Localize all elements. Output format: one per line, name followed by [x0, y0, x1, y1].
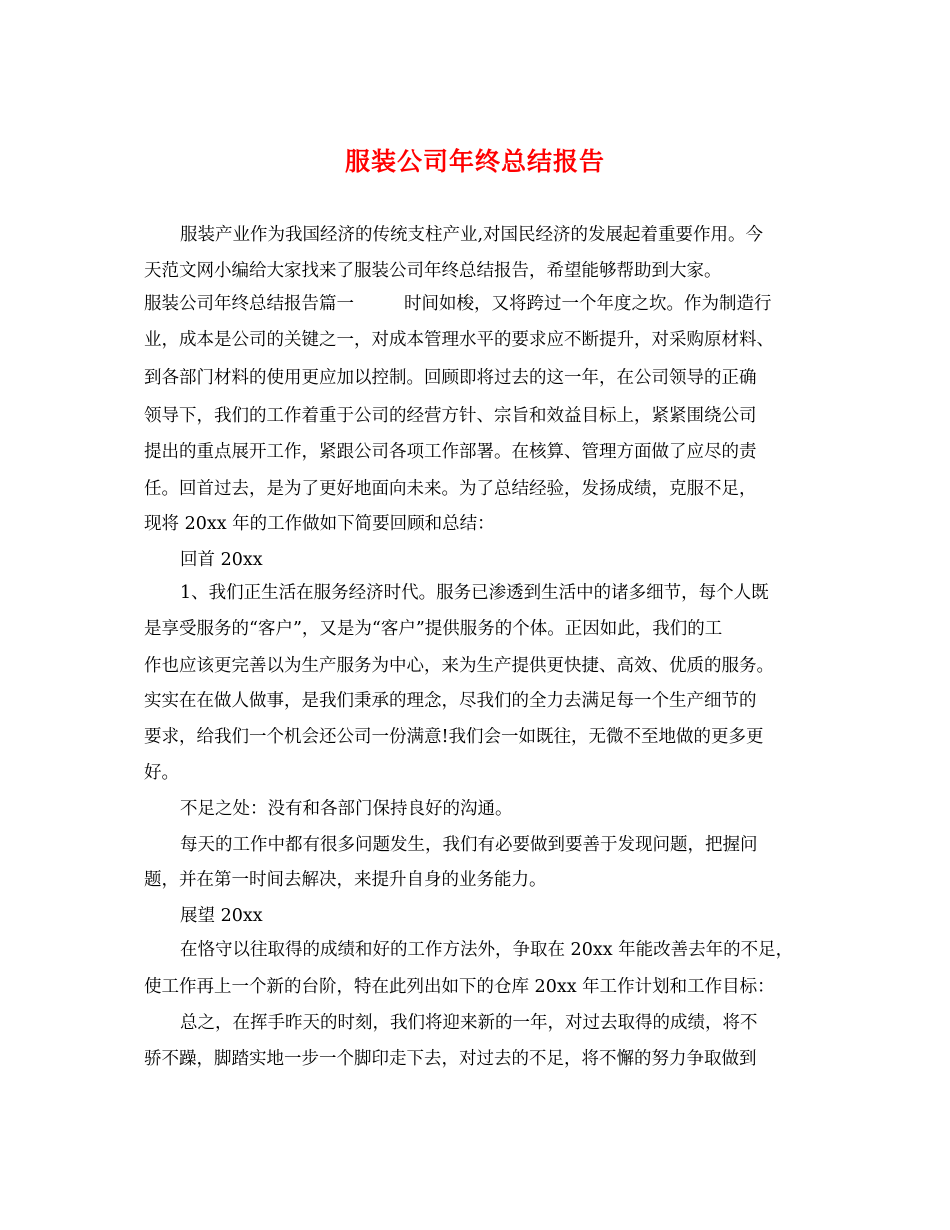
paragraph-line: 到各部门材料的使用更应加以控制。回顾即将过去的这一年，在公司领导的正确 — [144, 368, 757, 388]
paragraph-line: 服装产业作为我国经济的传统支柱产业,对国民经济的发展起着重要作用。今 — [180, 225, 764, 245]
paragraph-line: 实实在在做人做事，是我们秉承的理念，尽我们的全力去满足每一个生产细节的 — [144, 691, 757, 711]
paragraph-line: 总之，在挥手昨天的时刻，我们将迎来新的一年，对过去取得的成绩，将不 — [180, 1013, 758, 1033]
paragraph-line: 1、我们正生活在服务经济时代。服务已渗透到生活中的诸多细节，每个人既 — [180, 583, 769, 603]
paragraph-line: 作也应该更完善以为生产服务为中心，来为生产提供更快捷、高效、优质的服务。 — [144, 656, 774, 676]
paragraph-line: 现将 20xx 年的工作做如下简要回顾和总结： — [144, 514, 495, 534]
paragraph-line: 是享受服务的“客户”，又是为“客户”提供服务的个体。正因如此，我们的工 — [144, 619, 723, 639]
paragraph-line: 提出的重点展开工作，紧跟公司各项工作部署。在核算、管理方面做了应尽的责 — [144, 442, 757, 462]
paragraph-line: 天范文网小编给大家找来了服装公司年终总结报告，希望能够帮助到大家。 — [144, 261, 722, 281]
paragraph-line: 使工作再上一个新的台阶，特在此列出如下的仓库 20xx 年工作计划和工作目标： — [144, 977, 775, 997]
subheading-line: 展望 20xx — [180, 906, 263, 926]
paragraph-line: 在恪守以往取得的成绩和好的工作方法外，争取在 20xx 年能改善去年的不足， — [180, 940, 794, 960]
paragraph-line: 不足之处：没有和各部门保持良好的沟通。 — [180, 799, 513, 819]
paragraph-line: 题，并在第一时间去解决，来提升自身的业务能力。 — [144, 870, 547, 890]
paragraph-line: 领导下，我们的工作着重于公司的经营方针、宗旨和效益目标上，紧紧围绕公司 — [144, 406, 757, 426]
paragraph-line: 要求，给我们一个机会还公司一份满意!我们会一如既往，无微不至地做的更多更 — [144, 727, 764, 747]
document-title: 服装公司年终总结报告 — [344, 147, 605, 176]
section-heading-line — [144, 289, 772, 319]
paragraph-text: 时间如梭，又将跨过一个年度之坎。作为制造行 — [404, 294, 772, 314]
paragraph-line: 业，成本是公司的关键之一，对成本管理水平的要求应不断提升，对采购原材料、 — [144, 330, 774, 350]
subheading-line: 回首 20xx — [180, 550, 263, 570]
paragraph-line: 骄不躁，脚踏实地一步一个脚印走下去，对过去的不足，将不懈的努力争取做到 — [144, 1049, 757, 1069]
paragraph-line: 任。回首过去，是为了更好地面向未来。为了总结经验，发扬成绩，克服不足， — [144, 479, 757, 499]
paragraph-line: 好。 — [144, 763, 179, 783]
paragraph-line: 每天的工作中都有很多问题发生，我们有必要做到要善于发现问题，把握问 — [180, 835, 758, 855]
section-heading: 服装公司年终总结报告篇一 — [144, 294, 354, 314]
